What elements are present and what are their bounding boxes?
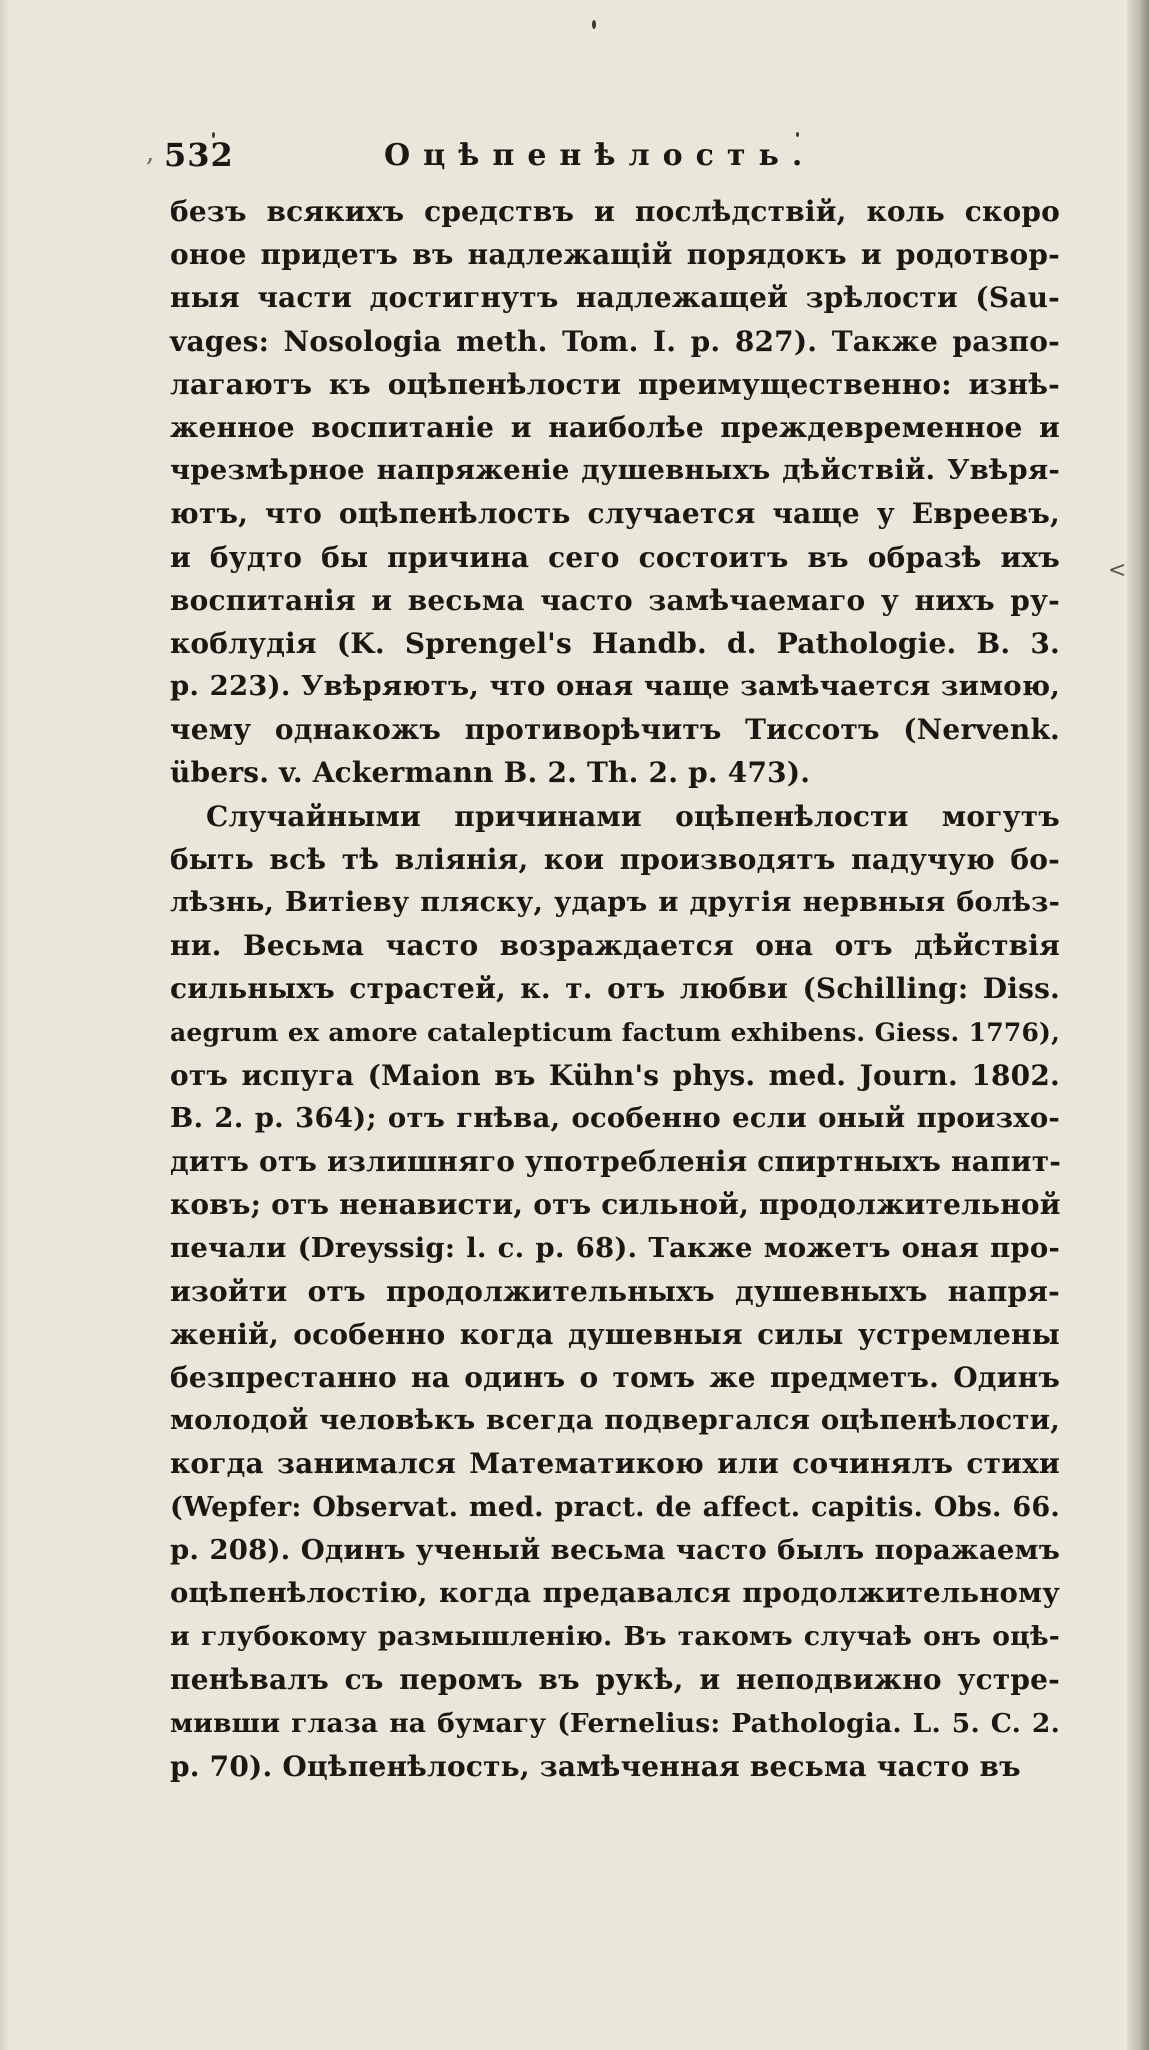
text-line: молодой человѣкъ всегда подвергался оцѣпенѣлости, [170,1404,1060,1437]
text-line: ютъ, что оцѣпенѣлость случается чаще у Евреевъ, [170,497,1060,531]
running-title: Оцѣпенѣлость. [384,138,816,173]
text-line: быть всѣ тѣ вліянія, кои производятъ падучую бо- [170,842,1060,876]
text-line: чему однакожъ противорѣчитъ Тиссотъ (Nervenk. [170,713,1060,747]
text-line: aegrum ex amore catalepticum factum exhibens. Giess. 1776), [170,1017,1060,1047]
text-line: и будто бы причина сего состоитъ въ образѣ ихъ [170,540,1060,574]
text-line: vages: Nosologia meth. Tom. I. p. 827). Также разпо- [170,324,1060,358]
text-line: оцѣпенѣлостію, когда предавался продолжительному [170,1577,1060,1609]
text-line: übers. v. Ackermann B. 2. Th. 2. p. 473). [170,756,811,790]
text-line: ныя части достигнутъ надлежащей зрѣлости (Sau- [170,281,1060,315]
text-line: p. 223). Увѣряютъ, что оная чаще замѣчается зимою, [170,670,1060,703]
text-line: дитъ отъ излишняго употребленія спиртныхъ напит- [170,1145,1062,1179]
header-mark: , [146,138,155,168]
text-line: коблудія (K. Sprengel's Handb. d. Pathologie. B. 3. [170,626,1060,660]
text-line: воспитанія и весьма часто замѣчаемаго у нихъ ру- [170,583,1060,617]
text-line: отъ испуга (Maion въ Kühn's phys. med. Journ. 1802. [170,1058,1060,1092]
text-line: мивши глаза на бумагу (Fernelius: Pathologia. L. 5. C. 2. [170,1707,1060,1739]
text-line: ни. Весьма часто возраждается она отъ дѣйствія [170,929,1060,963]
text-line: женій, особенно когда душевныя силы устремлены [170,1317,1060,1351]
text-line: оное придетъ въ надлежащій порядокъ и родотвор- [170,238,1060,272]
text-line: пенѣвалъ съ перомъ въ рукѣ, и неподвижно устре- [170,1663,1060,1697]
margin-mark: < [1108,558,1127,583]
text-line: Случайными причинами оцѣпенѣлости могутъ [206,799,1060,833]
text-line: лагаютъ къ оцѣпенѣлости преимущественно: изнѣ- [170,367,1060,401]
text-line: печали (Dreyssig: l. c. p. 68). Также можетъ оная про- [170,1231,1060,1264]
text-line: B. 2. p. 364); отъ гнѣва, особенно если оный произхо- [170,1101,1060,1134]
text-line: (Wepfer: Observat. med. pract. de affect. capitis. Obs. 66. [170,1491,1060,1523]
text-line: безъ всякихъ средствъ и послѣдствій, коль скоро [170,195,1060,228]
text-line: когда занимался Математикою или сочинялъ стихи [170,1447,1060,1481]
text-line: женное воспитаніе и наиболѣе преждевременное и [170,410,1060,444]
page-number: 532 [164,136,234,174]
text-line: ковъ; отъ ненависти, отъ сильной, продолжительной [170,1188,1061,1222]
text-line: и глубокому размышленію. Въ такомъ случаѣ онъ оцѣ- [170,1621,1060,1653]
text-line: изойти отъ продолжительныхъ душевныхъ напря- [170,1274,1060,1308]
body-text [170,190,1060,1788]
text-line: p. 70). Оцѣпенѣлость, замѣченная весьма часто въ [170,1749,1021,1783]
page-header [148,132,848,182]
page-right-edge [1127,0,1149,2050]
text-line: p. 208). Одинъ ученый весьма часто былъ поражаемъ [170,1533,1060,1566]
text-line: лѣзнь, Витіеву пляску, ударъ и другія нервныя болѣз- [170,887,1060,918]
text-line: чрезмѣрное напряженіе душевныхъ дѣйствій. Увѣря- [170,454,1060,487]
ink-speck [592,20,596,29]
text-line: безпрестанно на одинъ о томъ же предметъ. Одинъ [170,1361,1060,1395]
text-line: сильныхъ страстей, к. т. отъ любви (Schilling: Diss. [170,972,1060,1006]
page-left-edge [0,0,10,2050]
